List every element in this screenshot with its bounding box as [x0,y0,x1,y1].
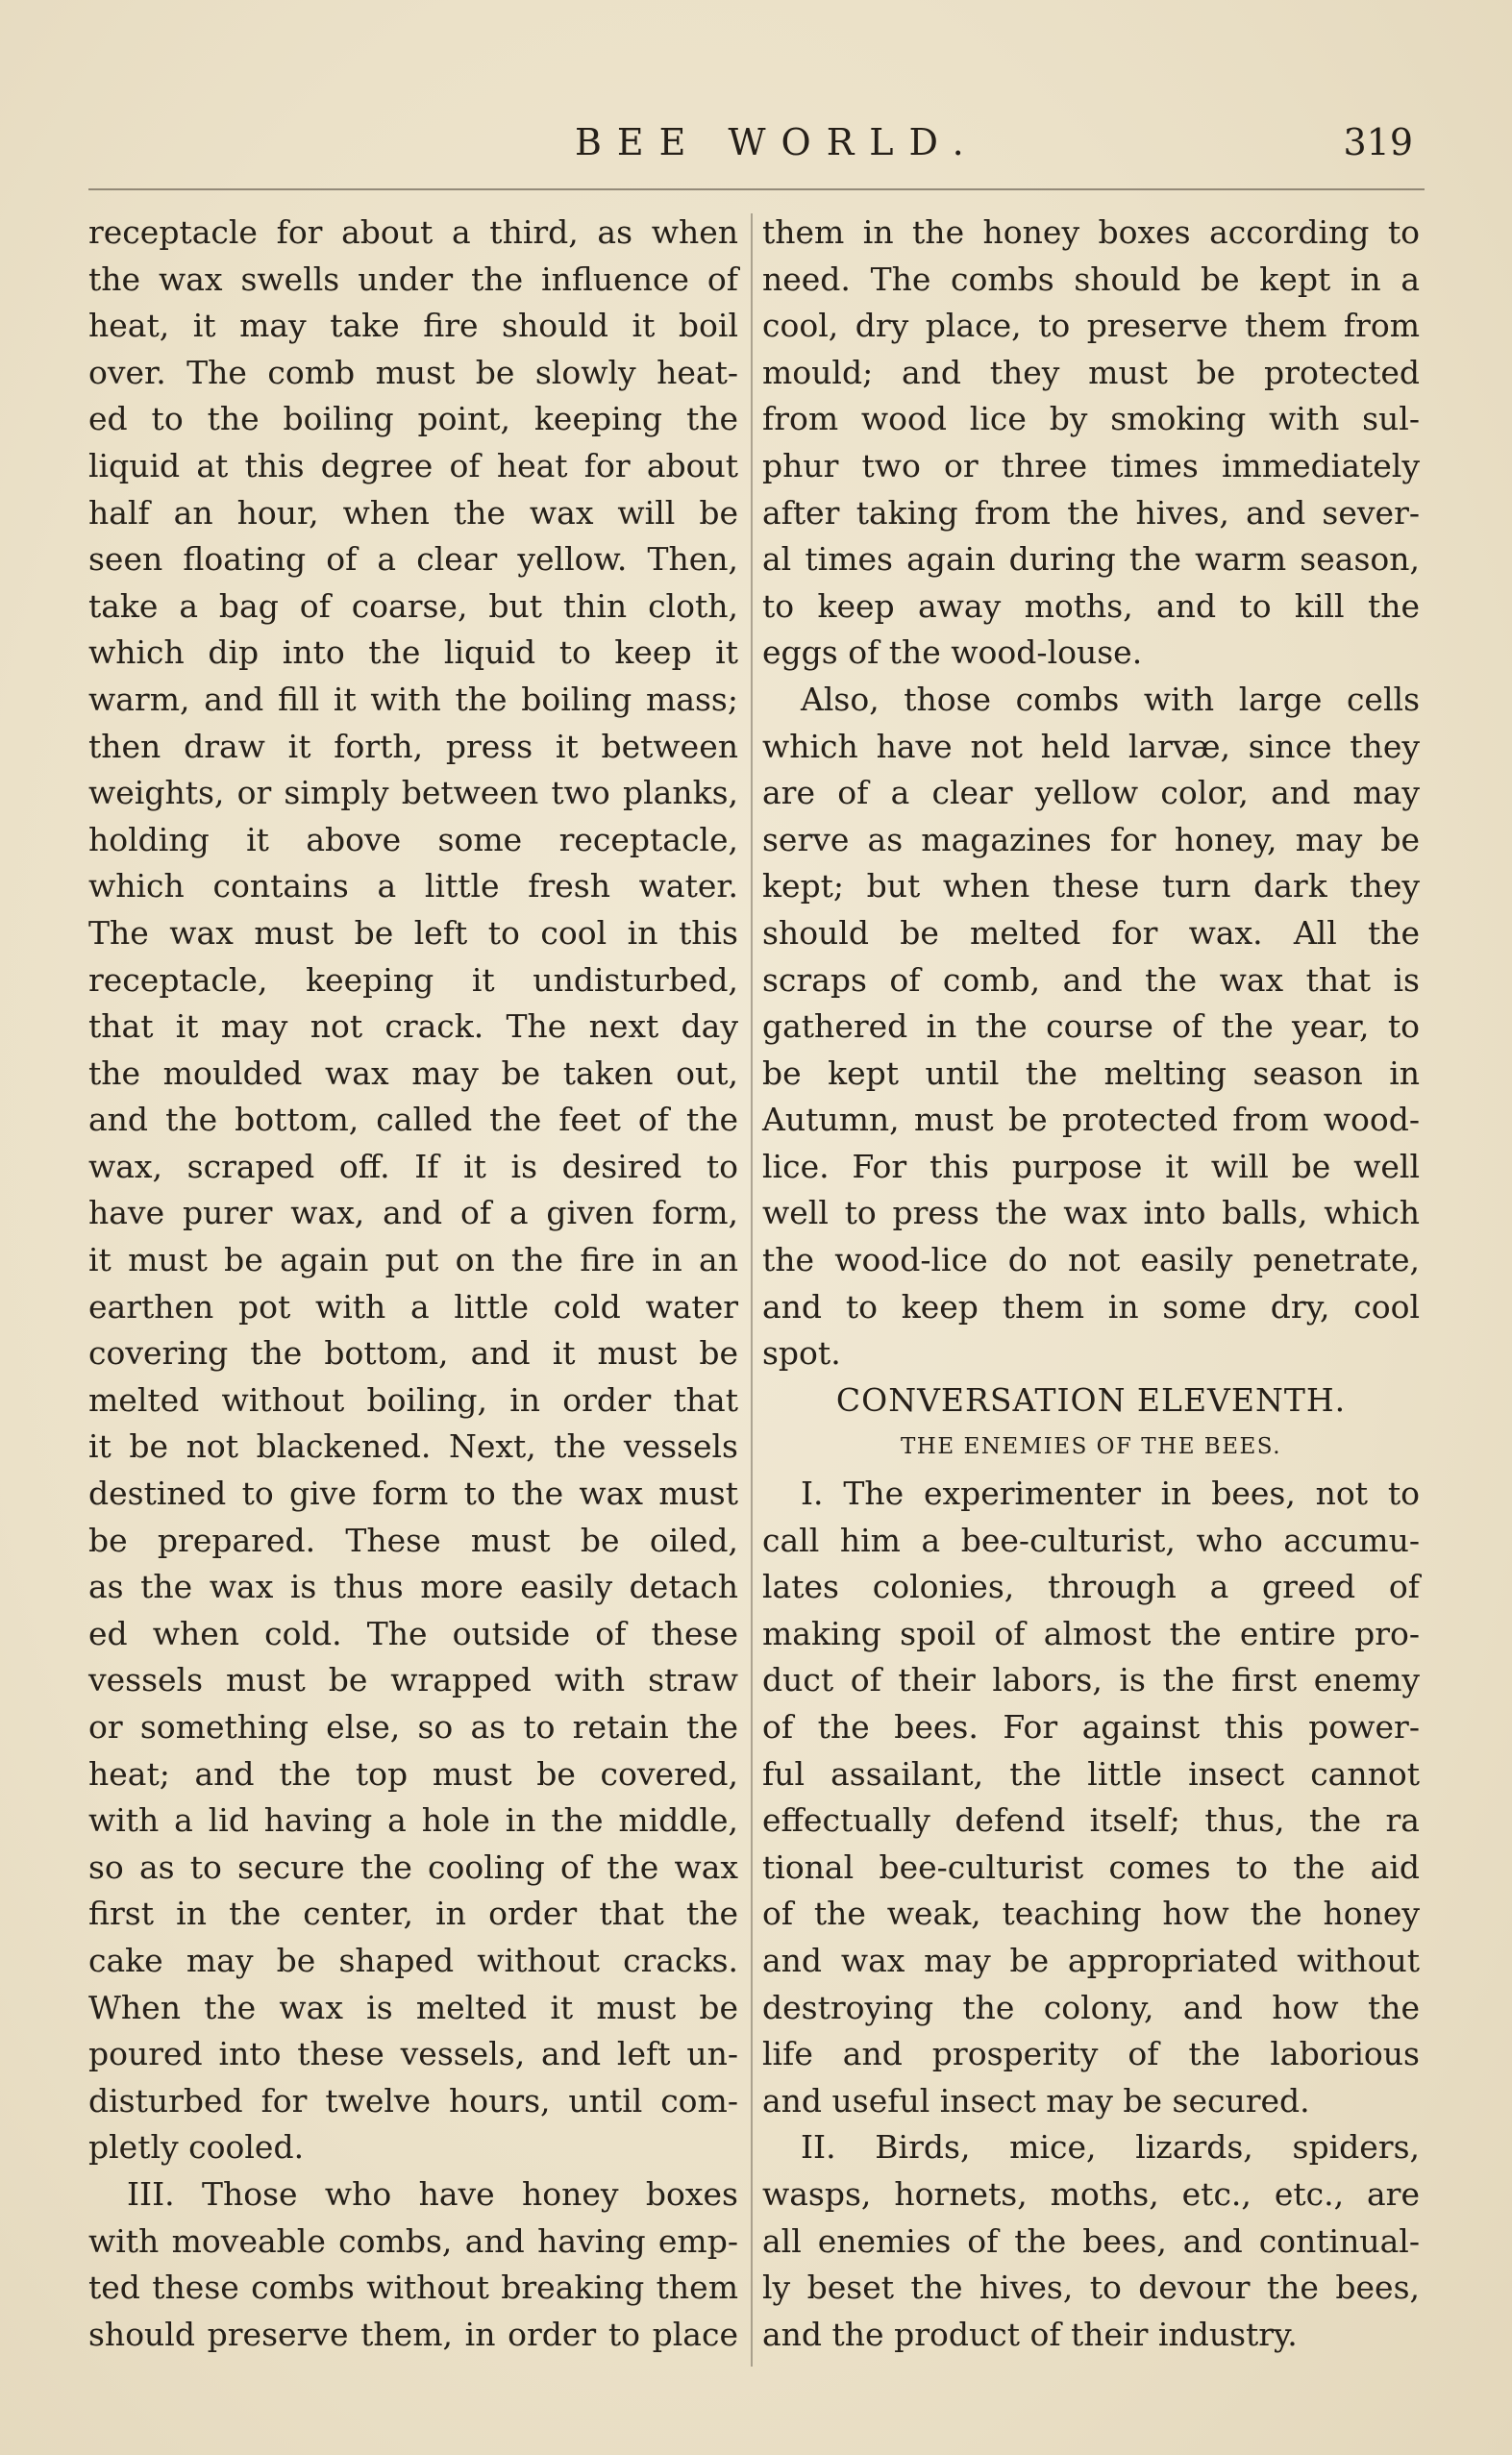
text-line: heat; and the top must be covered, [88,1754,738,1793]
text-line: ed to the boiling point, keeping the [88,400,738,438]
text-line: first in the center, in order that the [88,1895,738,1933]
text-line: duct of their labors, is the first enemy [762,1661,1420,1699]
text-line: destined to give form to the wax must [88,1475,738,1513]
text-line: then draw it forth, press it between [88,727,738,765]
text-line: seen floating of a clear yellow. Then, [88,540,738,579]
running-title: BEE WORLD. [575,121,979,163]
text-line: making spoil of almost the entire pro- [762,1614,1420,1652]
text-line: of the bees. For against this power- [762,1708,1420,1746]
text-line: phur two or three times immediately [762,446,1420,484]
text-line: scraps of comb, and the wax that is [762,960,1420,999]
page-number: 319 [1343,121,1413,163]
text-line: call him a bee-culturist, who accumu- [762,1521,1420,1559]
text-line: II. Birds, mice, lizards, spiders, [801,2128,1420,2167]
text-line: heat, it may take fire should it boil [88,307,738,345]
text-line: as the wax is thus more easily detach [88,1568,738,1606]
text-line: which dip into the liquid to keep it [88,633,738,672]
text-line: with a lid having a hole in the middle, [88,1801,738,1840]
text-line: Autumn, must be protected from wood- [762,1101,1420,1139]
text-line: that it may not crack. The next day [88,1007,738,1046]
text-line: and the product of their industry. [762,2315,1298,2353]
text-line: pletly cooled. [88,2128,305,2167]
text-line: poured into these vessels, and left un- [88,2035,738,2073]
text-line: cool, dry place, to preserve them from [762,307,1420,345]
text-line: kept; but when these turn dark they [762,867,1420,905]
text-line: ful assailant, the little insect cannot [762,1754,1420,1793]
text-line: the wax swells under the influence of [88,260,738,298]
text-line: to keep away moths, and to kill the [762,586,1420,625]
text-line: eggs of the wood-louse. [762,633,1143,672]
text-line: and the bottom, called the feet of the [88,1101,738,1139]
text-line: need. The combs should be kept in a [762,260,1420,298]
column-divider [751,213,753,2367]
text-line: wax, scraped off. If it is desired to [88,1147,738,1185]
text-line: tional bee-culturist comes to the aid [762,1847,1420,1886]
text-line: lice. For this purpose it will be well [762,1147,1420,1185]
text-line: well to press the wax into balls, which [762,1194,1420,1232]
running-head [0,113,1512,171]
text-line: it must be again put on the fire in an [88,1241,738,1279]
text-line: serve as magazines for honey, may be [762,820,1420,858]
text-line: vessels must be wrapped with straw [88,1661,738,1699]
text-line: The wax must be left to cool in this [88,913,738,952]
text-line: gathered in the course of the year, to [762,1007,1420,1046]
text-line: and to keep them in some dry, cool [762,1287,1420,1326]
text-line: ed when cold. The outside of these [88,1614,738,1652]
text-line: III. Those who have honey boxes [127,2174,738,2213]
text-line: spot. [762,1334,841,1373]
chapter-subheading: THE ENEMIES OF THE BEES. [900,1434,1282,1460]
text-line: are of a clear yellow color, and may [762,774,1420,812]
text-line: them in the honey boxes according to [762,213,1420,251]
text-line: melted without boiling, in order that [88,1380,738,1419]
text-line: cake may be shaped without cracks. [88,1941,738,1979]
text-line: ly beset the hives, to devour the bees, [762,2269,1420,2307]
text-line: it be not blackened. Next, the vessels [88,1427,738,1466]
text-line: from wood lice by smoking with sul- [762,400,1420,438]
text-line: earthen pot with a little cold water [88,1287,738,1326]
right-column [762,210,1420,2358]
text-line: take a bag of coarse, but thin cloth, [88,586,738,625]
text-line: al times again during the warm season, [762,540,1420,579]
text-line: liquid at this degree of heat for about [88,446,738,484]
text-line: I. The experimenter in bees, not to [801,1475,1420,1513]
text-line: effectually defend itself; thus, the ra [762,1801,1420,1840]
text-line: and wax may be appropriated without [762,1941,1420,1979]
text-line: lates colonies, through a greed of [762,1568,1420,1606]
text-line: half an hour, when the wax will be [88,493,738,532]
text-line: with moveable combs, and having emp- [88,2221,738,2260]
text-line: which have not held larvæ, since they [762,727,1420,765]
text-line: mould; and they must be protected [762,353,1420,391]
text-line: of the weak, teaching how the honey [762,1895,1420,1933]
text-line: wasps, hornets, moths, etc., etc., are [762,2174,1420,2213]
text-line: should preserve them, in order to place [88,2315,738,2353]
text-line: When the wax is melted it must be [88,1988,738,2026]
text-line: so as to secure the cooling of the wax [88,1847,738,1886]
text-line: holding it above some receptacle, [88,820,738,858]
text-line: all enemies of the bees, and continual- [762,2221,1420,2260]
text-line: which contains a little fresh water. [88,867,738,905]
chapter-heading: CONVERSATION ELEVENTH. [835,1380,1347,1419]
text-line: be kept until the melting season in [762,1054,1420,1092]
text-line: and useful insect may be secured. [762,2081,1310,2120]
text-line: be prepared. These must be oiled, [88,1521,738,1559]
text-line: disturbed for twelve hours, until com- [88,2081,738,2120]
text-line: life and prosperity of the laborious [762,2035,1420,2073]
text-line: ted these combs without breaking them [88,2269,738,2307]
text-line: Also, those combs with large cells [801,680,1420,718]
text-line: should be melted for wax. All the [762,913,1420,952]
text-line: or something else, so as to retain the [88,1708,738,1746]
header-rule [88,188,1425,190]
text-line: have purer wax, and of a given form, [88,1194,738,1232]
text-line: receptacle for about a third, as when [88,213,738,251]
text-line: destroying the colony, and how the [762,1988,1420,2026]
text-line: warm, and fill it with the boiling mass; [88,680,738,718]
text-line: the wood-lice do not easily penetrate, [762,1241,1420,1279]
left-column [88,210,738,2358]
text-line: covering the bottom, and it must be [88,1334,738,1373]
text-line: over. The comb must be slowly heat- [88,353,738,391]
text-line: weights, or simply between two planks, [88,774,738,812]
text-line: receptacle, keeping it undisturbed, [88,960,738,999]
text-line: after taking from the hives, and sever- [762,493,1420,532]
text-line: the moulded wax may be taken out, [88,1054,738,1092]
